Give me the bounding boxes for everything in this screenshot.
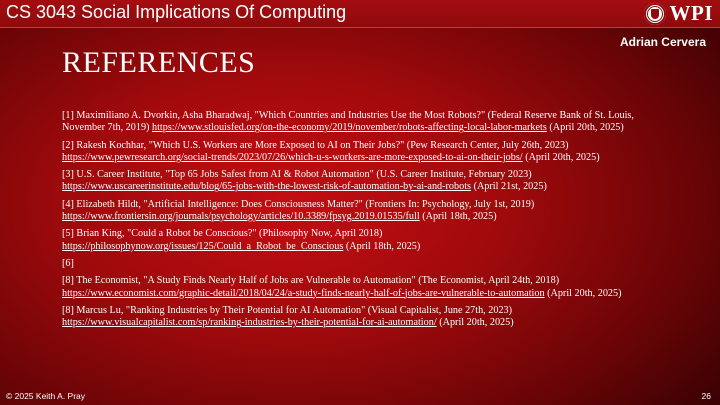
reference-text: [5] Brian King, "Could a Robot be Conscious?" (Philosophy Now, April 2018) — [62, 228, 383, 240]
reference-text: [8] Marcus Lu, "Ranking Industries by Their Potential for AI Automation" (Visual Capitalist, June 27th, 2023) — [62, 304, 513, 316]
reference-accessed-date: (April 20th, 2025) — [546, 122, 624, 134]
presenter-name: Adrian Cervera — [619, 35, 706, 49]
reference-item — [62, 110, 662, 135]
reference-accessed-date: (April 18th, 2025) — [343, 240, 421, 252]
reference-item — [62, 305, 662, 330]
reference-accessed-date: (April 20th, 2025) — [436, 317, 514, 329]
reference-link[interactable]: https://www.pewresearch.org/social-trends/2023/07/26/which-u-s-workers-are-more-exposed-to-ai-on-their-jobs/ — [62, 151, 523, 163]
reference-accessed-date: (April 21st, 2025) — [471, 181, 547, 193]
reference-item — [62, 275, 662, 300]
reference-item — [62, 169, 662, 194]
wpi-wordmark: WPI — [669, 1, 713, 25]
reference-list — [62, 110, 662, 334]
reference-link[interactable]: https://www.uscareerinstitute.edu/blog/65-jobs-with-the-lowest-risk-of-automation-by-ai-and-robots — [62, 181, 472, 193]
reference-text: [8] The Economist, "A Study Finds Nearly Half of Jobs are Vulnerable to Automation" (The Economist, April 24th, 2018) — [62, 275, 560, 287]
reference-item — [62, 140, 662, 165]
reference-accessed-date: (April 18th, 2025) — [419, 211, 497, 223]
wpi-seal-icon — [644, 3, 666, 25]
reference-text: [3] U.S. Career Institute, "Top 65 Jobs Safest from AI & Robot Automation" (U.S. Career Institute, February 2023) — [62, 169, 532, 181]
wpi-logo — [644, 1, 714, 26]
reference-text: [1] Maximiliano A. Dvorkin, Asha Bharadwaj, "Which Countries and Industries Use the Most Robots?" (Federal Reserve Bank of St. Louis, November 7th, 2019) — [62, 110, 634, 134]
reference-link[interactable]: https://www.frontiersin.org/journals/psychology/articles/10.3389/fpsyg.2019.01535/full — [62, 211, 420, 223]
reference-item — [62, 199, 662, 224]
reference-text: [4] Elizabeth Hildt, "Artificial Intelligence: Does Consciousness Matter?" (Frontiers In: Psychology, July 1st, 2019) — [62, 198, 535, 210]
course-title: CS 3043 Social Implications Of Computing — [6, 2, 347, 22]
reference-item — [62, 258, 662, 270]
reference-link[interactable]: https://www.visualcapitalist.com/sp/ranking-industries-by-their-potential-for-ai-automation/ — [62, 317, 437, 329]
reference-link[interactable]: https://www.stlouisfed.org/on-the-economy/2019/november/robots-affecting-local-labor-markets — [151, 122, 547, 134]
header-bar — [0, 0, 720, 28]
reference-accessed-date: (April 20th, 2025) — [544, 287, 622, 299]
reference-link[interactable]: https://www.economist.com/graphic-detail/2018/04/24/a-study-finds-nearly-half-of-jobs-are-vulnerable-to-automation — [62, 287, 545, 299]
reference-text: [2] Rakesh Kochhar, "Which U.S. Workers are More Exposed to AI on Their Jobs?" (Pew Research Center, July 26th, 2023) — [62, 139, 569, 151]
reference-link[interactable]: https://philosophynow.org/issues/125/Could_a_Robot_be_Conscious — [62, 240, 344, 252]
reference-accessed-date: (April 20th, 2025) — [522, 151, 600, 163]
page-title: REFERENCES — [62, 46, 256, 79]
reference-item — [62, 228, 662, 253]
footer-copyright: © 2025 Keith A. Pray — [6, 391, 86, 401]
slide-number: 26 — [701, 391, 711, 401]
reference-text: [6] — [62, 257, 74, 269]
